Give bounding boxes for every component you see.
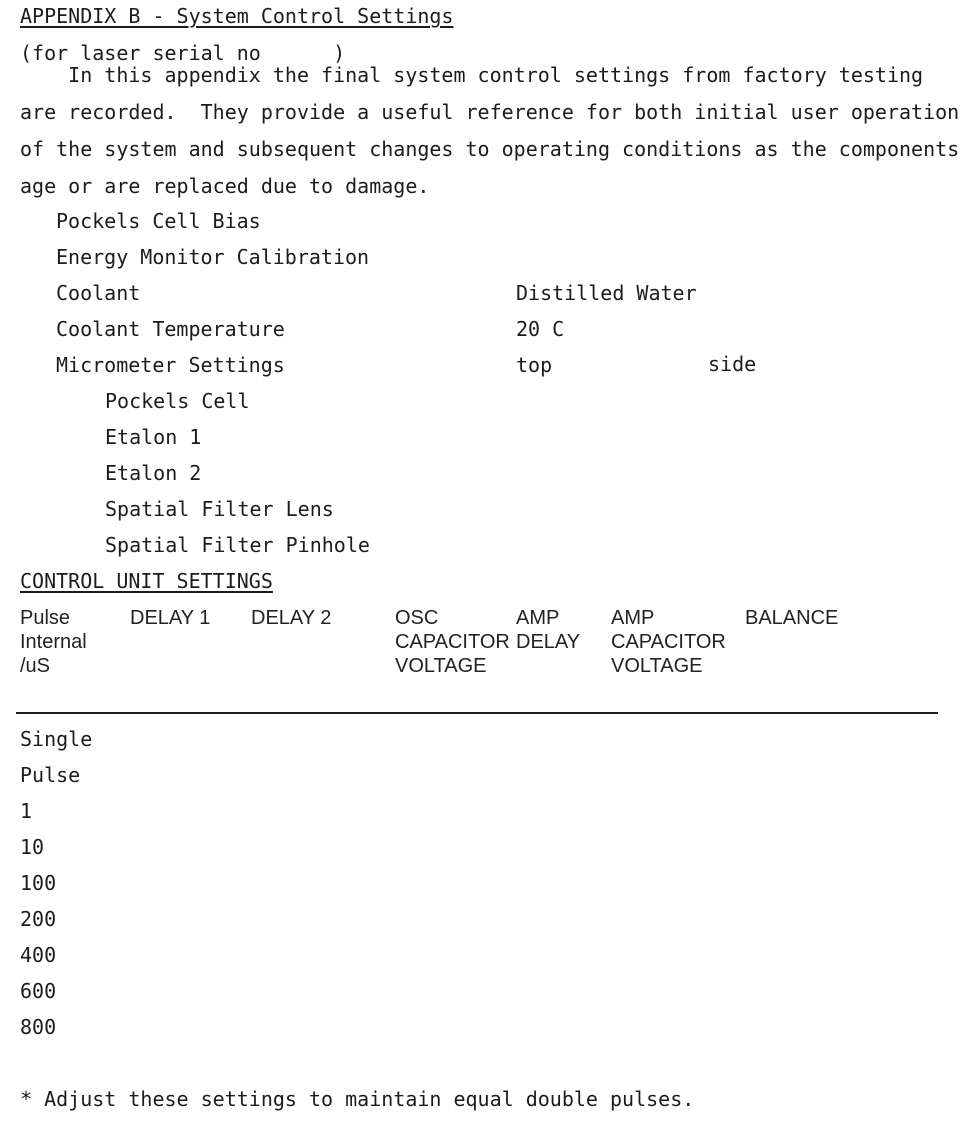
intro-line: age or are replaced due to damage.: [20, 174, 430, 198]
column-header-pulse: Internal: [20, 631, 87, 653]
column-header-osc-capacitor-voltage: CAPACITOR: [395, 631, 510, 653]
column-header-amp-delay: DELAY: [516, 631, 581, 653]
micrometer-item-spatial-filter-pinhole: Spatial Filter Pinhole: [105, 533, 370, 557]
energy-monitor-calibration-label: Energy Monitor Calibration: [56, 245, 370, 269]
serial-number-line: (for laser serial no ): [20, 41, 346, 65]
control-unit-heading: CONTROL UNIT SETTINGS: [20, 569, 273, 593]
column-header-delay-1: DELAY 1: [130, 607, 211, 629]
column-header-amp-capacitor-voltage: AMP: [611, 607, 655, 629]
table-header-rule: [16, 712, 938, 714]
column-header-osc-capacitor-voltage: VOLTAGE: [395, 655, 487, 677]
page-title: APPENDIX B - System Control Settings: [20, 4, 454, 28]
micrometer-settings-label: Micrometer Settings: [56, 353, 285, 377]
column-header-amp-capacitor-voltage: CAPACITOR: [611, 631, 726, 653]
intro-line: In this appendix the final system control settings from factory testing: [20, 63, 924, 87]
micrometer-item-etalon-1: Etalon 1: [105, 425, 202, 449]
coolant-value: Distilled Water: [516, 281, 697, 305]
table-row-label: 1: [20, 799, 33, 823]
table-row-label: 800: [20, 1015, 57, 1039]
micrometer-item-pockels-cell: Pockels Cell: [105, 389, 250, 413]
micrometer-side-header: side: [708, 352, 757, 376]
coolant-temperature-label: Coolant Temperature: [56, 317, 285, 341]
micrometer-item-etalon-2: Etalon 2: [105, 461, 202, 485]
micrometer-top-header: top: [516, 353, 553, 377]
coolant-temperature-value: 20 C: [516, 317, 565, 341]
column-header-amp-capacitor-voltage: VOLTAGE: [611, 655, 703, 677]
table-row-label: 400: [20, 943, 57, 967]
intro-line: of the system and subsequent changes to operating conditions as the components: [20, 137, 960, 161]
column-header-amp-delay: AMP: [516, 607, 560, 629]
table-row-label: 200: [20, 907, 57, 931]
column-header-osc-capacitor-voltage: OSC: [395, 607, 439, 629]
pockels-cell-bias-label: Pockels Cell Bias: [56, 209, 261, 233]
table-row-label: 10: [20, 835, 45, 859]
micrometer-item-spatial-filter-lens: Spatial Filter Lens: [105, 497, 334, 521]
table-row-label: Pulse: [20, 763, 81, 787]
table-row-label: Single: [20, 727, 93, 751]
intro-line: are recorded. They provide a useful reference for both initial user operation: [20, 100, 960, 124]
column-header-delay-2: DELAY 2: [251, 607, 332, 629]
footnote: * Adjust these settings to maintain equal double pulses.: [20, 1087, 695, 1111]
column-header-balance: BALANCE: [745, 607, 839, 629]
coolant-label: Coolant: [56, 281, 141, 305]
table-row-label: 600: [20, 979, 57, 1003]
column-header-pulse: /uS: [20, 655, 51, 677]
column-header-pulse: Pulse: [20, 607, 71, 629]
table-row-label: 100: [20, 871, 57, 895]
